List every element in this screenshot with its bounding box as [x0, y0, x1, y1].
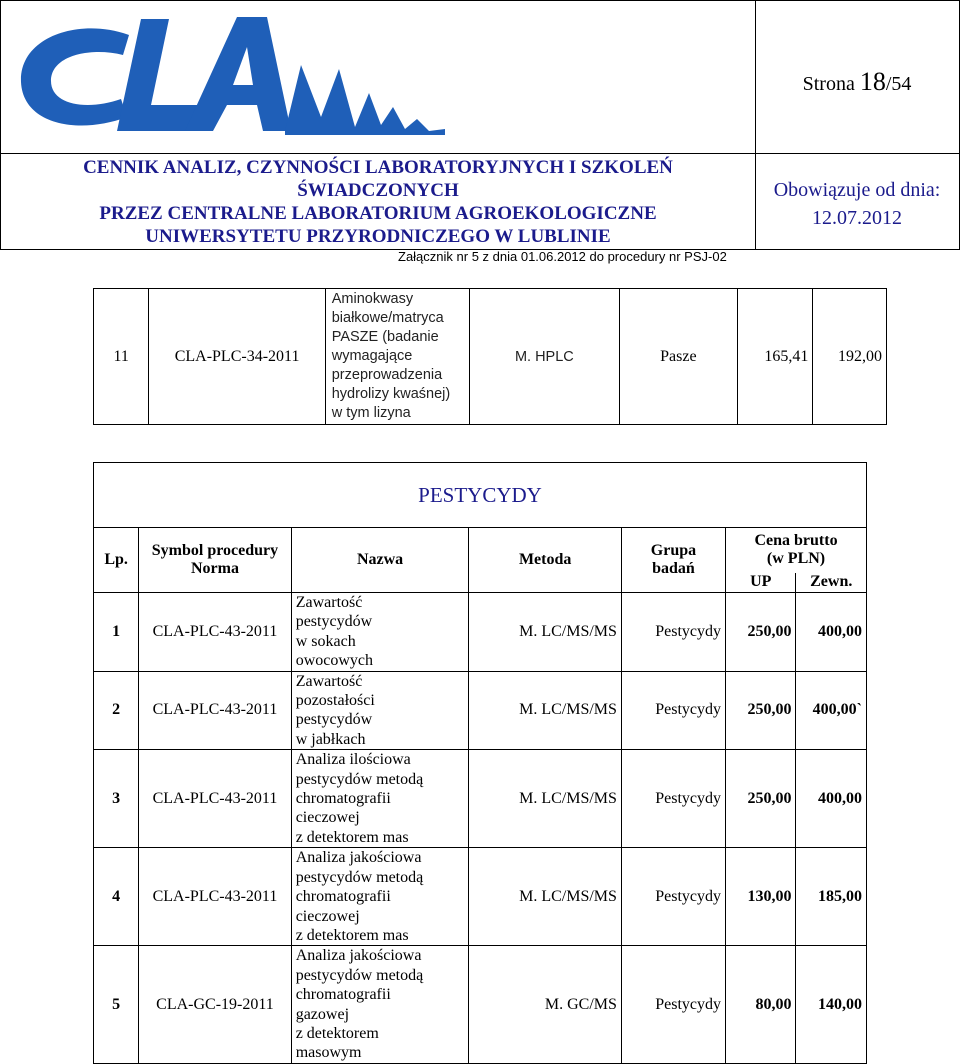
page-total: /54	[885, 73, 912, 95]
table-row	[94, 946, 867, 1063]
name-line: chromatografii	[295, 888, 391, 906]
header-symbol-line: Symbol procedury	[151, 542, 279, 559]
name-line: pestycydów	[295, 613, 373, 631]
row-price-up: 250,00	[726, 750, 796, 848]
name-line: Aminokwasy	[331, 291, 414, 307]
table-row	[94, 848, 867, 946]
title-line: CENNIK ANALIZ, CZYNNOŚCI LABORATORYJNYCH I SZKOLEŃ	[83, 157, 673, 178]
section-title: PESTYCYDY	[94, 463, 867, 528]
row-group: Pestycydy	[621, 593, 725, 672]
document-header	[0, 0, 960, 250]
name-line: Zawartość	[295, 672, 363, 690]
name-line: pozostałości	[295, 692, 375, 710]
row-symbol: CLA-PLC-43-2011	[139, 848, 291, 946]
row-price-up: 130,00	[726, 848, 796, 946]
name-line: wymagające	[331, 348, 413, 364]
row-method: M. HPLC	[469, 289, 619, 425]
name-line: pestycydów metodą	[295, 966, 424, 984]
row-price-up: 165,41	[737, 289, 813, 425]
name-line: masowym	[295, 1044, 362, 1062]
header-group-line: Grupa	[650, 542, 697, 559]
name-line: Analiza jakościowa	[295, 947, 422, 965]
row-lp: 3	[94, 750, 139, 848]
header-symbol-line: Norma	[190, 560, 239, 577]
name-line: Analiza jakościowa	[295, 849, 422, 867]
name-line: w sokach	[295, 632, 356, 650]
column-header-row	[94, 528, 867, 573]
name-line: pestycydów metodą	[295, 868, 424, 886]
row-price-up: 250,00	[726, 671, 796, 750]
header-symbol	[139, 528, 291, 593]
name-line: cieczowej	[295, 809, 360, 827]
header-divider-horizontal	[1, 153, 959, 154]
page-current: 18	[859, 67, 886, 96]
row-lp: 11	[94, 289, 149, 425]
header-price-line: (w PLN)	[766, 550, 826, 568]
header-group	[621, 528, 725, 593]
validity-label: Obowiązuje od dnia:	[773, 179, 941, 201]
row-name	[291, 946, 469, 1063]
row-method: M. LC/MS/MS	[469, 671, 621, 750]
row-price-zewn: 185,00	[796, 848, 867, 946]
name-line: cieczowej	[295, 907, 360, 925]
annex-note: Załącznik nr 5 z dnia 01.06.2012 do procedury nr PSJ-02	[398, 249, 727, 264]
name-line: białkowe/matryca	[331, 310, 444, 326]
name-line: PASZE (badanie	[331, 329, 439, 345]
row-lp: 2	[94, 671, 139, 750]
table-row	[94, 289, 887, 425]
name-line: pestycydów	[295, 711, 373, 729]
section-header-row	[94, 463, 867, 528]
page-number	[757, 67, 957, 97]
name-line: chromatografii	[295, 986, 391, 1004]
row-lp: 4	[94, 848, 139, 946]
validity-info	[757, 176, 957, 232]
table-row	[94, 593, 867, 672]
page-label: Strona	[802, 73, 855, 95]
row-symbol: CLA-GC-19-2011	[139, 946, 291, 1063]
name-line: z detektorem mas	[295, 828, 409, 846]
row-method: M. LC/MS/MS	[469, 750, 621, 848]
row-price-up: 80,00	[726, 946, 796, 1063]
name-line: z detektorem	[295, 1024, 379, 1042]
header-up: UP	[726, 573, 796, 593]
name-line: owocowych	[295, 652, 374, 670]
pesticides-table	[93, 462, 867, 1064]
document-title	[1, 156, 755, 248]
header-price-line: Cena brutto	[754, 532, 838, 550]
row-price-zewn: 400,00`	[796, 671, 867, 750]
row-group: Pestycydy	[621, 946, 725, 1063]
title-line: UNIWERSYTETU PRZYRODNICZEGO W LUBLINIE	[145, 226, 611, 247]
row-group: Pestycydy	[621, 671, 725, 750]
row-price-zewn: 400,00	[796, 593, 867, 672]
row-method: M. LC/MS/MS	[469, 593, 621, 672]
table-row	[94, 671, 867, 750]
row-symbol: CLA-PLC-43-2011	[139, 671, 291, 750]
row-price-zewn: 140,00	[796, 946, 867, 1063]
row-price-up: 250,00	[726, 593, 796, 672]
prev-price-table	[93, 288, 887, 425]
cla-logo	[9, 7, 449, 147]
row-name	[291, 848, 469, 946]
title-line: PRZEZ CENTRALNE LABORATORIUM AGROEKOLOGICZNE	[99, 203, 657, 224]
row-group: Pasze	[619, 289, 737, 425]
name-line: z detektorem mas	[295, 926, 409, 944]
row-symbol: CLA-PLC-43-2011	[139, 593, 291, 672]
row-method: M. GC/MS	[469, 946, 621, 1063]
header-divider-vertical	[755, 1, 756, 249]
header-method: Metoda	[469, 528, 621, 593]
header-lp: Lp.	[94, 528, 139, 593]
row-price-zewn: 400,00	[796, 750, 867, 848]
title-line: ŚWIADCZONYCH	[297, 180, 459, 201]
row-name	[291, 750, 469, 848]
row-name	[291, 671, 469, 750]
row-name	[325, 289, 469, 425]
row-price-zewn: 192,00	[813, 289, 887, 425]
header-zewn: Zewn.	[796, 573, 867, 593]
name-line: Zawartość	[295, 594, 363, 611]
header-name: Nazwa	[291, 528, 469, 593]
row-name	[291, 593, 469, 672]
table-row	[94, 750, 867, 848]
name-line: gazowej	[295, 1005, 350, 1023]
row-symbol: CLA-PLC-43-2011	[139, 750, 291, 848]
name-line: Analiza ilościowa	[295, 751, 411, 769]
name-line: przeprowadzenia	[331, 367, 443, 383]
row-symbol: CLA-PLC-34-2011	[149, 289, 325, 425]
name-line: pestycydów metodą	[295, 770, 424, 788]
row-method: M. LC/MS/MS	[469, 848, 621, 946]
name-line: hydrolizy kwaśnej)	[331, 386, 451, 402]
name-line: w jabłkach	[295, 730, 366, 748]
row-lp: 1	[94, 593, 139, 672]
validity-date: 12.07.2012	[812, 207, 902, 229]
header-price	[726, 528, 867, 573]
header-group-line: badań	[652, 560, 695, 577]
row-lp: 5	[94, 946, 139, 1063]
name-line: chromatografii	[295, 790, 391, 808]
row-group: Pestycydy	[621, 750, 725, 848]
name-line: w tym lizyna	[331, 405, 411, 421]
row-group: Pestycydy	[621, 848, 725, 946]
